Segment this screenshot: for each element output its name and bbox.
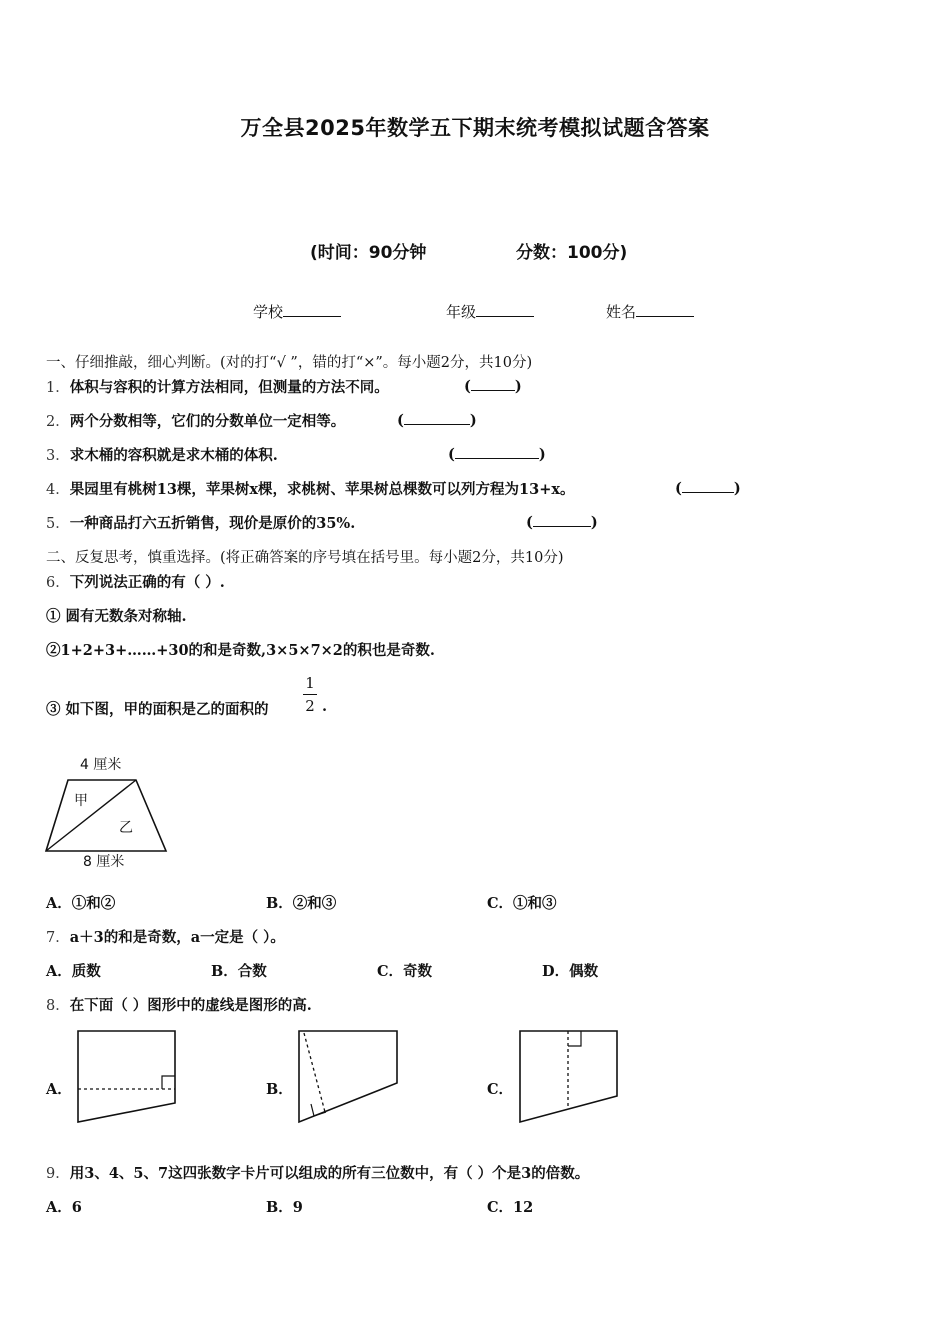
q8-option-a[interactable]: A． [46, 1081, 72, 1098]
q9-option-c[interactable]: C．12 [487, 1199, 534, 1216]
q6-option-c[interactable]: C．①和③ [487, 895, 557, 912]
q4-text: 果园里有桃树13棵，苹果树x棵，求桃树、苹果树总棵数可以列方程为13+x。 [69, 481, 575, 498]
grade-label: 年级 [446, 303, 477, 321]
q8-text: 在下面（ ）图形中的虚线是图形的高. [69, 997, 312, 1014]
q7-number: 7． [46, 930, 70, 946]
figure-bottom-label: 8 厘米 [83, 854, 125, 870]
q1-open-paren: ( [464, 378, 471, 395]
section2-heading: 二、反复思考，慎重选择。(将正确答案的序号填在括号里。每小题2分，共10分) [46, 550, 564, 566]
q8-number: 8． [46, 998, 70, 1014]
q2-open-paren: ( [397, 412, 404, 429]
q3-open-paren: ( [448, 446, 455, 463]
q2-number: 2． [46, 414, 70, 430]
q3-close-paren: ) [538, 446, 546, 463]
q7-option-b[interactable]: B．合数 [211, 963, 267, 980]
score-label: 分数：100分) [516, 243, 628, 263]
q6-statement-1: ① 圆有无数条对称轴. [46, 608, 187, 625]
q9-number: 9． [46, 1166, 70, 1182]
q4-open-paren: ( [675, 480, 682, 497]
question-9 [46, 1162, 589, 1183]
q9-text: 用3、4、5、7这四张数字卡片可以组成的所有三位数中，有（ ）个是3的倍数。 [69, 1165, 590, 1182]
figure-a-right-angle [162, 1076, 175, 1089]
q7-option-c[interactable]: C．奇数 [377, 963, 433, 980]
q1-text: 体积与容积的计算方法相同，但测量的方法不同。 [69, 379, 389, 396]
figure-b-outline [299, 1031, 397, 1122]
q3-text: 求木桶的容积就是求木桶的体积. [69, 447, 278, 464]
q8-figure-a [78, 1031, 175, 1122]
time-label: (时间：90分钟 [310, 243, 427, 263]
q8-figure-c [520, 1031, 617, 1122]
q5-number: 5． [46, 516, 70, 532]
q5-text: 一种商品打六五折销售，现价是原价的35%. [69, 515, 356, 532]
q6-s3-period: . [322, 698, 328, 715]
q2-text: 两个分数相等，它们的分数单位一定相等。 [69, 413, 346, 430]
q5-close-paren: ) [590, 514, 598, 531]
q4-close-paren: ) [733, 480, 741, 497]
q6-number: 6． [46, 575, 70, 591]
q9-option-a[interactable]: A．6 [46, 1199, 82, 1216]
figure-a-outline [78, 1031, 175, 1122]
q8-option-b[interactable]: B． [266, 1081, 293, 1098]
q6-s3-text: ③ 如下图，甲的面积是乙的面积的 [46, 701, 269, 718]
q3-number: 3． [46, 448, 70, 464]
q8-figure-b [299, 1031, 397, 1122]
name-label: 姓名 [606, 303, 637, 321]
document-title: 万全县2025年数学五下期末统考模拟试题含答案 [240, 116, 710, 140]
q8-option-c[interactable]: C． [487, 1081, 514, 1098]
q9-option-b[interactable]: B．9 [266, 1199, 303, 1216]
figure-region-b-label: 乙 [119, 820, 133, 836]
school-label: 学校 [253, 303, 284, 321]
q7-text: a＋3的和是奇数，a一定是（ ）。 [69, 929, 285, 946]
q6-option-b[interactable]: B．②和③ [266, 895, 337, 912]
figure-c-right-angle [568, 1031, 581, 1046]
q5-open-paren: ( [526, 514, 533, 531]
q2-close-paren: ) [469, 412, 477, 429]
q7-option-a[interactable]: A．质数 [46, 963, 101, 980]
q1-close-paren: ) [514, 378, 522, 395]
q6-text: 下列说法正确的有（ ）. [69, 574, 225, 591]
figure-top-label: 4 厘米 [80, 757, 122, 773]
q6-option-a[interactable]: A．①和② [46, 895, 116, 912]
fraction-numerator: 1 [305, 674, 315, 692]
q4-number: 4． [46, 482, 70, 498]
section1-heading: 一、仔细推敲，细心判断。(对的打“√ ”，错的打“×”。每小题2分，共10分) [46, 355, 533, 371]
q6-statement-2: ②1+2+3+……+30的和是奇数,3×5×7×2的积也是奇数. [46, 642, 435, 659]
q1-number: 1． [46, 380, 70, 396]
q7-option-d[interactable]: D．偶数 [542, 963, 599, 980]
fraction-denominator: 2 [305, 697, 315, 715]
figure-region-a-label: 甲 [74, 793, 88, 809]
figure-b-dashed-height [304, 1033, 325, 1112]
figure-b-right-angle [311, 1104, 326, 1116]
